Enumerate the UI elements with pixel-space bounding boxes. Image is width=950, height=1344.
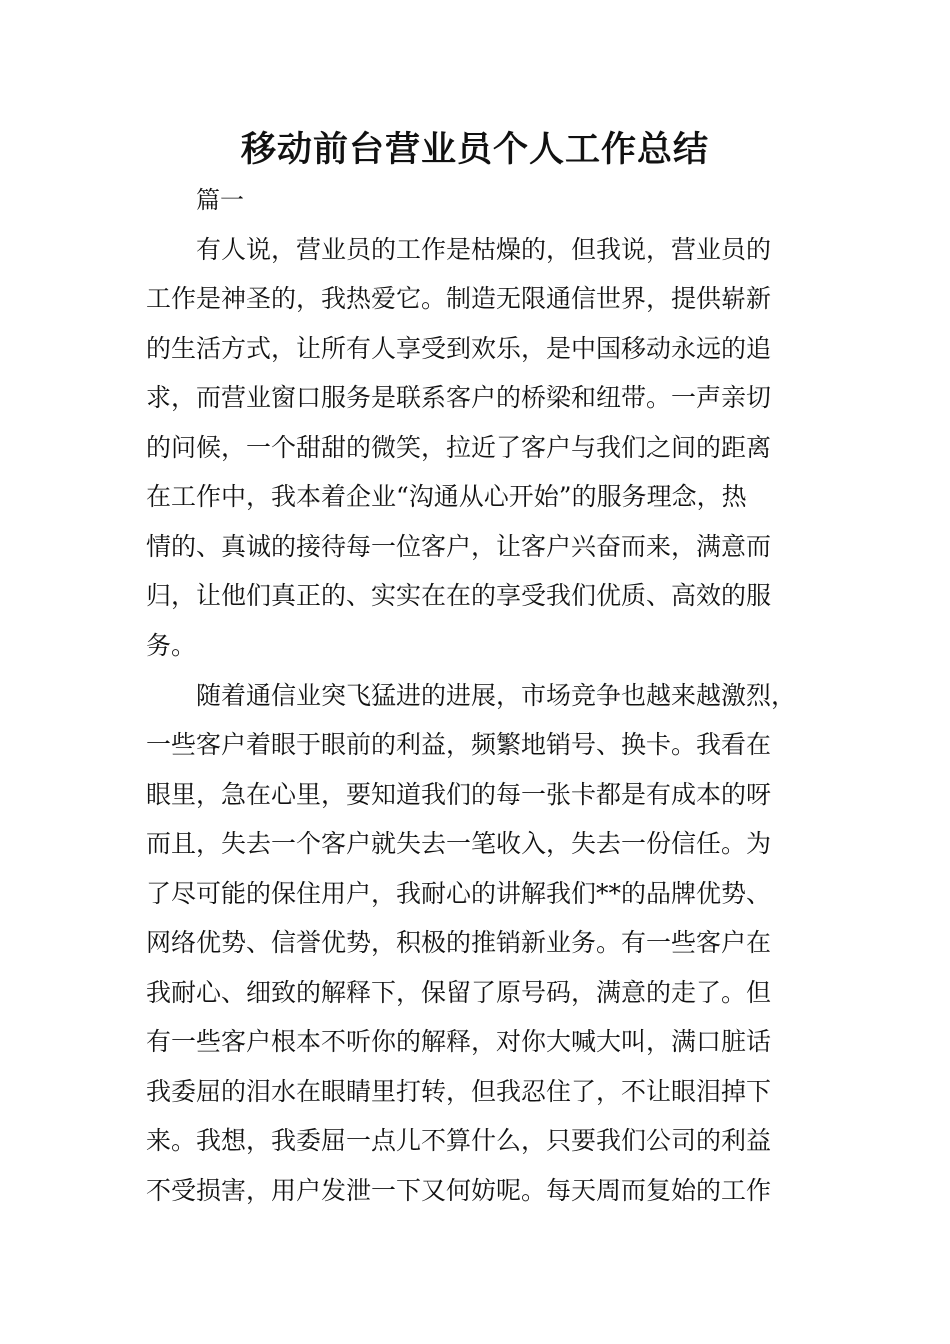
section-label: 篇一 [196, 186, 244, 214]
paragraph-line: 不受损害，用户发泄一下又何妨呢。每天周而复始的工作 [146, 1176, 772, 1205]
paragraph-line: 来。我想，我委屈一点儿不算什么，只要我们公司的利益 [146, 1126, 772, 1155]
paragraph-line: 了尽可能的保住用户，我耐心的讲解我们**的品牌优势、 [146, 879, 772, 908]
paragraph-line: 务。 [146, 631, 197, 660]
paragraph-line: 网络优势、信誉优势，积极的推销新业务。有一些客户在 [146, 928, 772, 957]
paragraph-line: 眼里，急在心里，要知道我们的每一张卡都是有成本的呀 [146, 780, 772, 809]
paragraph-line: 求，而营业窗口服务是联系客户的桥梁和纽带。一声亲切 [146, 383, 772, 412]
paragraph-line: 的生活方式，让所有人享受到欢乐，是中国移动永远的追 [146, 334, 772, 363]
paragraph-line: 工作是神圣的，我热爱它。制造无限通信世界，提供崭新 [146, 284, 772, 313]
paragraph-line: 一些客户着眼于眼前的利益，频繁地销号、换卡。我看在 [146, 730, 772, 759]
paragraph-line: 有一些客户根本不听你的解释，对你大喊大叫，满口脏话 [146, 1027, 772, 1056]
paragraph-line: 随着通信业突飞猛进的进展，市场竞争也越来越激烈， [196, 681, 797, 710]
paragraph-line: 归，让他们真正的、实实在在的享受我们优质、高效的服 [146, 581, 772, 610]
paragraph-line: 的问候，一个甜甜的微笑，拉近了客户与我们之间的距离 [146, 433, 772, 462]
document-title: 移动前台营业员个人工作总结 [240, 130, 709, 170]
paragraph-line: 而且，失去一个客户就失去一笔收入，失去一份信任。为 [146, 829, 772, 858]
paragraph-line: 我委屈的泪水在眼睛里打转，但我忍住了，不让眼泪掉下 [146, 1077, 772, 1106]
paragraph-line: 有人说，营业员的工作是枯燥的，但我说，营业员的 [196, 235, 772, 264]
paragraph-line: 情的、真诚的接待每一位客户，让客户兴奋而来，满意而 [146, 532, 772, 561]
paragraph-line: 在工作中，我本着企业“沟通从心开始”的服务理念，热 [146, 482, 747, 511]
paragraph-line: 我耐心、细致的解释下，保留了原号码，满意的走了。但 [146, 978, 772, 1007]
